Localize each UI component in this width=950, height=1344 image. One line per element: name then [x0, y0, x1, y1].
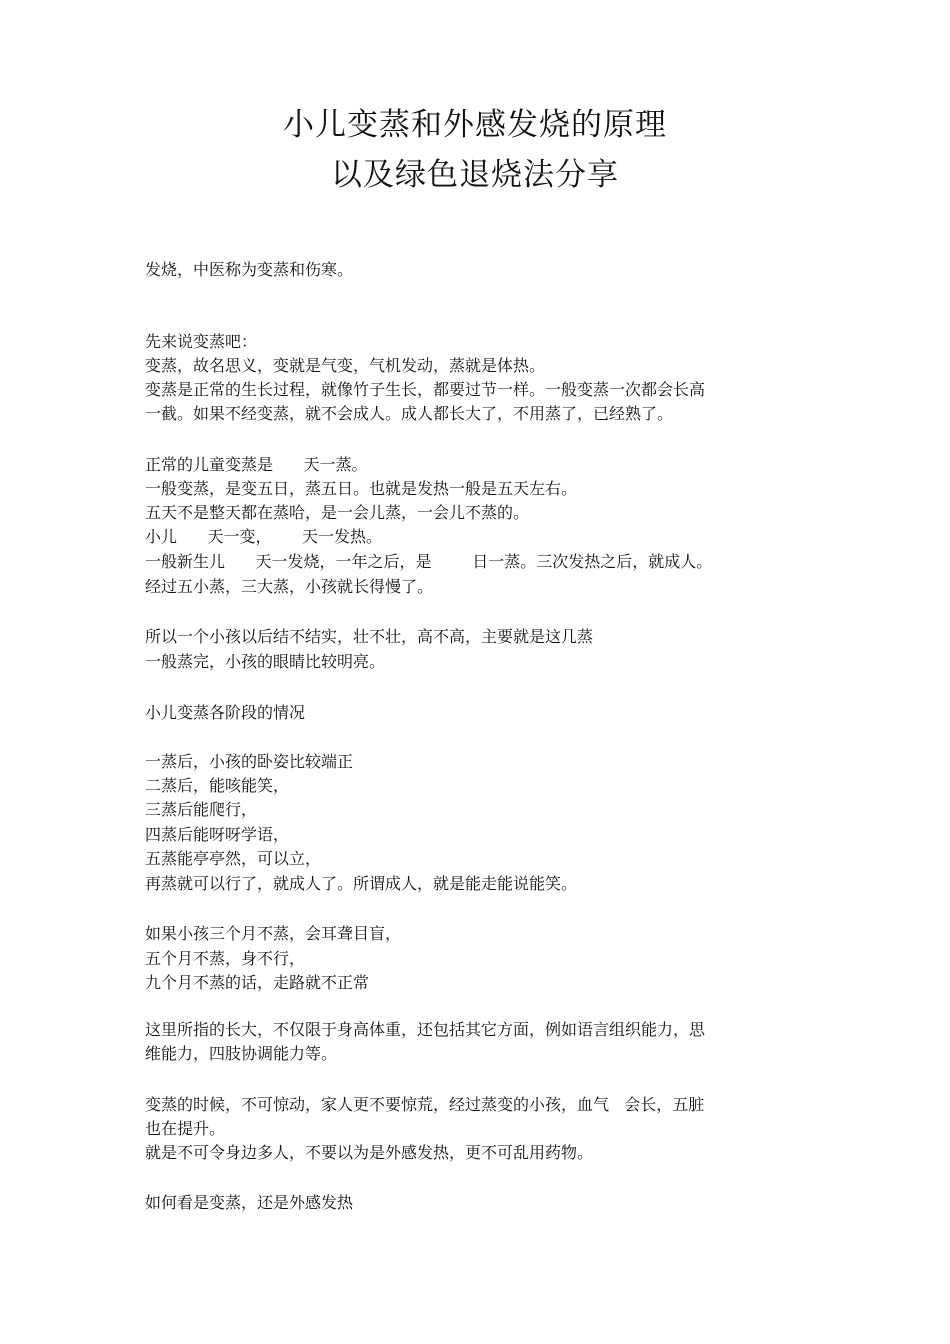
paragraph-line: 变蒸的时候，不可惊动，家人更不要惊荒，经过蒸变的小孩，血气 会长，五脏 — [145, 1095, 705, 1114]
list-item: 三蒸后能爬行， — [145, 800, 258, 819]
paragraph-line: 也在提升。 — [145, 1119, 226, 1138]
paragraph-line: 这里所指的长大，不仅限于身高体重，还包括其它方面，例如语言组织能力，思 — [145, 1020, 706, 1039]
paragraph-line: 所以一个小孩以后结不结实，壮不壮，高不高，主要就是这几蒸 — [145, 627, 594, 646]
list-item: 一蒸后，小孩的卧姿比较端正 — [145, 752, 354, 771]
paragraph-line: 一般蒸完，小孩的眼睛比较明亮。 — [145, 652, 386, 671]
paragraph-line: 一截。如果不经变蒸，就不会成人。成人都长大了，不用蒸了，已经熟了。 — [145, 404, 674, 423]
paragraph-line: 先来说变蒸吧： — [145, 332, 258, 351]
paragraph-line: 维能力，四肢协调能力等。 — [145, 1044, 338, 1063]
paragraph-line: 九个月不蒸的话，走路就不正常 — [145, 973, 370, 992]
list-item: 五蒸能亭亭然，可以立， — [145, 849, 322, 868]
paragraph-line: 一般新生儿 天一发烧，一年之后，是 日一蒸。三次发热之后，就成人。 — [145, 552, 713, 571]
document-title-line-1: 小儿变蒸和外感发烧的原理 — [283, 107, 667, 143]
paragraph-line: 变蒸是正常的生长过程，就像竹子生长，都要过节一样。一般变蒸一次都会长高 — [145, 380, 706, 399]
section-heading: 如何看是变蒸，还是外感发热 — [145, 1193, 354, 1212]
section-heading: 小儿变蒸各阶段的情况 — [145, 703, 306, 722]
list-item: 再蒸就可以行了，就成人了。所谓成人，就是能走能说能笑。 — [145, 874, 578, 893]
paragraph-line: 正常的儿童变蒸是 天一蒸。 — [145, 455, 368, 474]
paragraph-line: 经过五小蒸，三大蒸，小孩就长得慢了。 — [145, 577, 434, 596]
list-item: 四蒸后能呀呀学语， — [145, 825, 290, 844]
paragraph-line: 发烧，中医称为变蒸和伤寒。 — [145, 260, 354, 279]
paragraph-line: 就是不可令身边多人，不要以为是外感发热，更不可乱用药物。 — [145, 1143, 594, 1162]
paragraph-line: 如果小孩三个月不蒸，会耳聋目盲， — [145, 924, 402, 943]
document-title-line-2: 以及绿色退烧法分享 — [331, 157, 619, 193]
list-item: 二蒸后，能咳能笑， — [145, 776, 290, 795]
paragraph-line: 变蒸，故名思义，变就是气变，气机发动，蒸就是体热。 — [145, 356, 546, 375]
paragraph-line: 一般变蒸，是变五日，蒸五日。也就是发热一般是五天左右。 — [145, 479, 578, 498]
paragraph-line: 五个月不蒸，身不行， — [145, 949, 306, 968]
paragraph-line: 五天不是整天都在蒸哈，是一会儿蒸，一会儿不蒸的。 — [145, 503, 530, 522]
paragraph-line: 小儿 天一变， 天一发热。 — [145, 527, 383, 546]
